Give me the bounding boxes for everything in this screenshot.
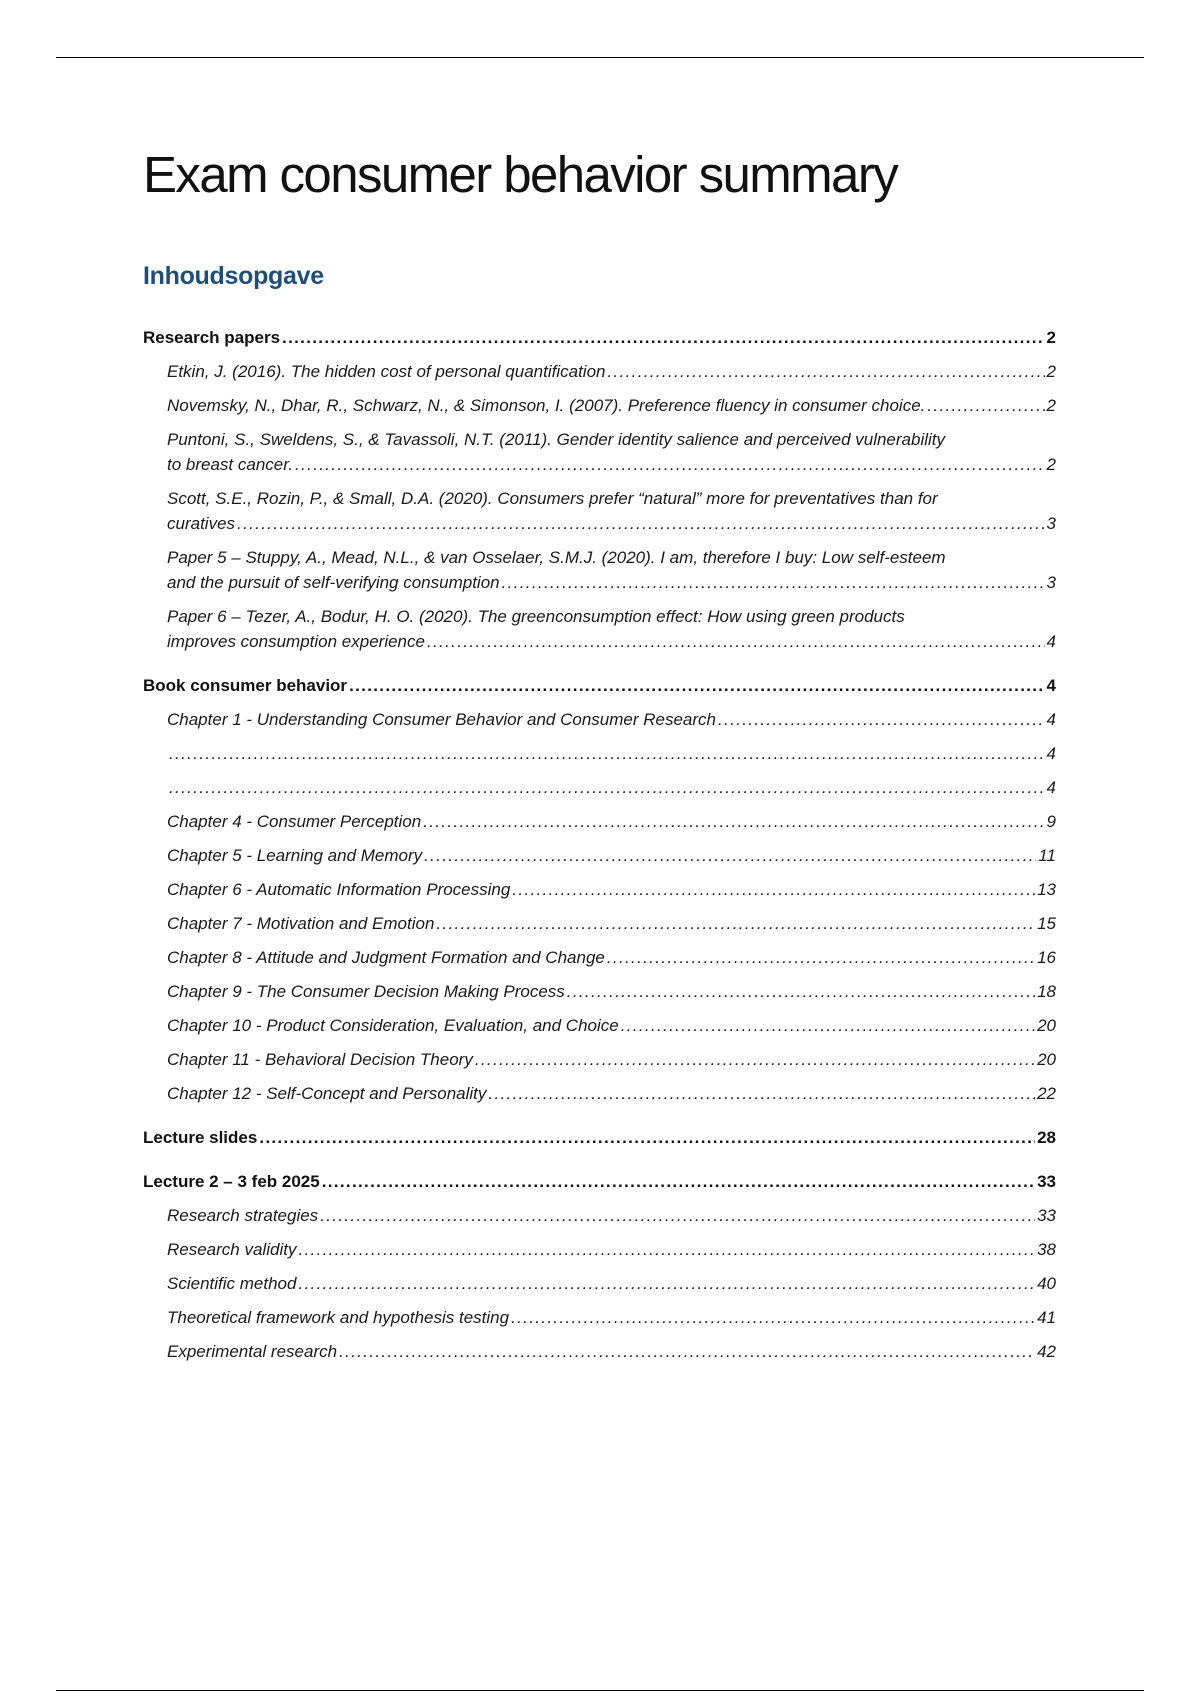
toc-page-number: 42 [1037,1342,1056,1361]
dot-leader [298,1237,1035,1262]
toc-entry-text: Chapter 5 - Learning and Memory [167,846,423,865]
toc-page-number: 2 [1046,396,1056,415]
toc-entry-text: improves consumption experience [167,632,425,651]
toc-entry-text: Chapter 1 - Understanding Consumer Behavior and Consumer Research [167,710,717,729]
toc-entry-text: Chapter 8 - Attitude and Judgment Formation and Change [167,948,605,967]
page-bottom-rule [56,1690,1144,1691]
dot-leader [282,325,1045,350]
toc-entry-text: Experimental research [167,1342,338,1361]
toc-subsection-entry[interactable] [143,604,1056,654]
table-of-contents [143,316,1056,1364]
toc-page-number: 9 [1046,812,1056,831]
toc-page-number: 4 [1046,744,1056,763]
toc-subsection-entry[interactable] [143,1339,1056,1364]
toc-page-number: 22 [1037,1084,1056,1103]
toc-subsection-entry[interactable] [143,741,1056,766]
toc-subsection-entry[interactable] [143,393,1056,418]
toc-entry-text: to breast cancer. [167,455,293,474]
toc-subsection-entry[interactable] [143,1203,1056,1228]
toc-entry-text: Research validity [167,1240,297,1259]
dot-leader [298,1271,1035,1296]
dot-leader [322,1169,1035,1194]
toc-section-entry[interactable] [143,325,1056,350]
toc-section-entry[interactable] [143,1125,1056,1150]
toc-heading: Inhoudsopgave [143,262,324,290]
dot-leader [339,1339,1035,1364]
toc-subsection-entry[interactable] [143,707,1056,732]
toc-page-number: 18 [1037,982,1056,1001]
toc-entry-text: Lecture slides [143,1128,258,1147]
dot-leader [169,775,1045,800]
toc-page-number: 2 [1046,362,1056,381]
toc-page-number: 28 [1037,1128,1056,1147]
toc-page-number: 15 [1037,914,1056,933]
toc-entry-text: Etkin, J. (2016). The hidden cost of personal quantification [167,362,606,381]
dot-leader [718,707,1045,732]
toc-section-entry[interactable] [143,1169,1056,1194]
toc-entry-text: and the pursuit of self-verifying consumption [167,573,500,592]
dot-leader [295,452,1045,477]
toc-page-number: 2 [1046,328,1056,347]
toc-subsection-entry[interactable] [143,1237,1056,1262]
toc-page-number: 41 [1037,1308,1056,1327]
dot-leader [424,843,1036,868]
toc-entry-text-line: Puntoni, S., Sweldens, S., & Tavassoli, N.T. (2011). Gender identity salience and perceived vulnerability [167,430,946,449]
toc-entry-text: Chapter 6 - Automatic Information Processing [167,880,511,899]
dot-leader [436,911,1035,936]
toc-page-number: 13 [1037,880,1056,899]
toc-page-number: 2 [1046,455,1056,474]
dot-leader [512,877,1035,902]
page-top-rule [56,57,1144,58]
toc-subsection-entry[interactable] [143,545,1056,595]
toc-subsection-entry[interactable] [143,1081,1056,1106]
toc-subsection-entry[interactable] [143,486,1056,536]
toc-subsection-entry[interactable] [143,1047,1056,1072]
toc-entry-text: Theoretical framework and hypothesis testing [167,1308,510,1327]
toc-entry-text-line: Scott, S.E., Rozin, P., & Small, D.A. (2020). Consumers prefer “natural” more for preventatives than for [167,489,938,508]
toc-page-number: 4 [1046,710,1056,729]
dot-leader [607,945,1035,970]
toc-page-number: 4 [1046,676,1056,695]
toc-page-number: 4 [1046,632,1056,651]
dot-leader [502,570,1045,595]
dot-leader [259,1125,1035,1150]
dot-leader [427,629,1045,654]
dot-leader [169,741,1045,766]
toc-page-number: 20 [1037,1050,1056,1069]
toc-subsection-entry[interactable] [143,945,1056,970]
toc-entry-text: Book consumer behavior [143,676,348,695]
dot-leader [567,979,1035,1004]
dot-leader [475,1047,1035,1072]
toc-entry-text: Novemsky, N., Dhar, R., Schwarz, N., & Simonson, I. (2007). Preference fluency in consumer choice. [167,396,926,415]
toc-page-number: 16 [1037,948,1056,967]
toc-page-number: 3 [1046,573,1056,592]
dot-leader [927,393,1044,418]
toc-subsection-entry[interactable] [143,427,1056,477]
dot-leader [349,673,1044,698]
toc-subsection-entry[interactable] [143,1271,1056,1296]
toc-subsection-entry[interactable] [143,359,1056,384]
toc-subsection-entry[interactable] [143,1305,1056,1330]
toc-subsection-entry[interactable] [143,911,1056,936]
toc-page-number: 11 [1038,846,1056,865]
document-title: Exam consumer behavior summary [143,146,898,203]
dot-leader [621,1013,1035,1038]
toc-entry-text: Research strategies [167,1206,319,1225]
toc-subsection-entry[interactable] [143,809,1056,834]
toc-page-number: 38 [1037,1240,1056,1259]
toc-entry-text: Lecture 2 – 3 feb 2025 [143,1172,320,1191]
toc-subsection-entry[interactable] [143,877,1056,902]
toc-entry-text-line: Paper 5 – Stuppy, A., Mead, N.L., & van Osselaer, S.M.J. (2020). I am, therefore I buy: Low self-esteem [167,548,946,567]
toc-entry-text: Chapter 10 - Product Consideration, Evaluation, and Choice [167,1016,619,1035]
toc-page-number: 4 [1046,778,1056,797]
toc-entry-text: Chapter 4 - Consumer Perception [167,812,422,831]
dot-leader [511,1305,1035,1330]
toc-subsection-entry[interactable] [143,775,1056,800]
toc-page-number: 33 [1037,1206,1056,1225]
toc-entry-text: Chapter 11 - Behavioral Decision Theory [167,1050,473,1069]
dot-leader [488,1081,1035,1106]
toc-entry-text-line: Paper 6 – Tezer, A., Bodur, H. O. (2020). The greenconsumption effect: How using green products [167,607,905,626]
dot-leader [320,1203,1035,1228]
toc-section-entry[interactable] [143,673,1056,698]
toc-entry-text: curatives [167,514,236,533]
toc-page-number: 3 [1046,514,1056,533]
dot-leader [423,809,1044,834]
toc-page-number: 40 [1037,1274,1056,1293]
toc-subsection-entry[interactable] [143,843,1056,868]
dot-leader [237,511,1045,536]
toc-entry-text: Research papers [143,328,281,347]
toc-entry-text: Chapter 9 - The Consumer Decision Making Process [167,982,565,1001]
toc-entry-text: Chapter 7 - Motivation and Emotion [167,914,435,933]
toc-page-number: 33 [1037,1172,1056,1191]
toc-page-number: 20 [1037,1016,1056,1035]
toc-entry-text: Chapter 12 - Self-Concept and Personality [167,1084,487,1103]
dot-leader [607,359,1044,384]
toc-subsection-entry[interactable] [143,979,1056,1004]
toc-subsection-entry[interactable] [143,1013,1056,1038]
toc-entry-text: Scientific method [167,1274,297,1293]
